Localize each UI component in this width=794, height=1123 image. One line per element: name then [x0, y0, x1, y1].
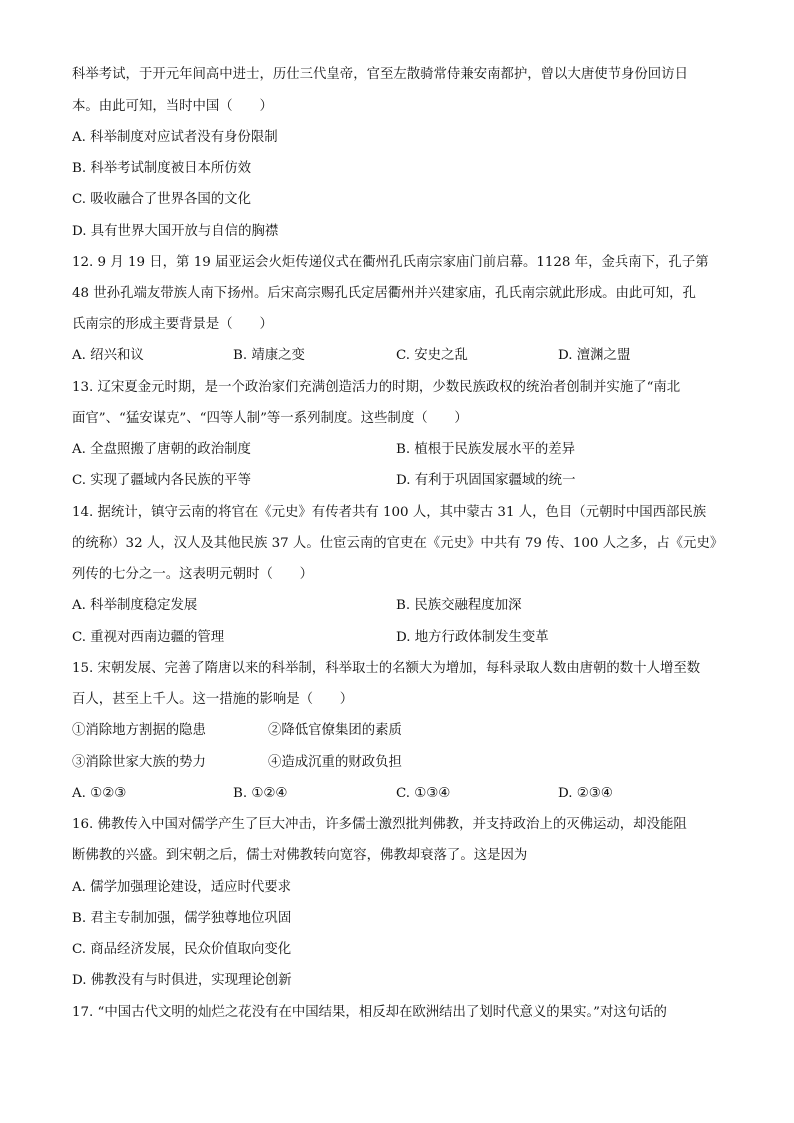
q14-line-1: 14. 据统计，镇守云南的将官在《元史》有传者共有 100 人，其中蒙古 31 人，色目（元朝时中国西部民族 [72, 505, 707, 520]
q13-option-b: B. 植根于民族发展水平的差异 [396, 442, 576, 457]
q12-line-1: 12. 9 月 19 日，第 19 届亚运会火炬传递仪式在衢州孔氏南宗家庙门前启幕。1128 年，金兵南下，孔子第 [72, 255, 709, 270]
q16-line-2: 断佛教的兴盛。到宋朝之后，儒士对佛教转向宽容，佛教却衰落了。这是因为 [72, 848, 528, 863]
q13-line-1: 13. 辽宋夏金元时期，是一个政治家们充满创造活力的时期，少数民族政权的统治者创制并实施了“南北 [72, 380, 681, 395]
q16-line-1: 16. 佛教传入中国对儒学产生了巨大冲击，许多儒士激烈批判佛教，并支持政治上的灭佛运动，却没能阻 [72, 817, 687, 832]
q13-option-c: C. 实现了疆域内各民族的平等 [72, 473, 251, 488]
q13-option-a: A. 全盘照搬了唐朝的政治制度 [72, 442, 251, 457]
q14-option-d: D. 地方行政体制发生变革 [396, 630, 549, 645]
q14-option-b: B. 民族交融程度加深 [396, 598, 522, 613]
q15-line-2: 百人，甚至上千人。这一措施的影响是（ ） [72, 692, 354, 707]
q16-option-c: C. 商品经济发展，民众价值取向变化 [72, 942, 292, 957]
q15-item-4: ④造成沉重的财政负担 [268, 755, 402, 770]
q14-option-a: A. 科举制度稳定发展 [72, 598, 198, 613]
q16-option-d: D. 佛教没有与时俱进，实现理论创新 [72, 973, 292, 988]
q15-option-d: D. ②③④ [558, 786, 613, 801]
q13-line-2: 面官”、“猛安谋克”、“四等人制”等一系列制度。这些制度（ ） [72, 411, 468, 426]
q17-line-1: 17. “中国古代文明的灿烂之花没有在中国结果，相反却在欧洲结出了划时代意义的果实。”对这句话的 [72, 1005, 667, 1020]
q15-item-2: ②降低官僚集团的素质 [268, 723, 402, 738]
q14-line-3: 列传的七分之一。这表明元朝时（ ） [72, 567, 314, 582]
intro-option-b: B. 科举考试制度被日本所仿效 [72, 161, 252, 176]
intro-line-1: 科举考试，于开元年间高中进士，历仕三代皇帝，官至左散骑常侍兼安南都护，曾以大唐使节身份回访日 [72, 67, 688, 82]
q14-line-2: 的统称）32 人，汉人及其他民族 37 人。仕宦云南的官吏在《元史》中共有 79 传、100 人之多，占《元史》 [72, 536, 724, 551]
q15-option-b: B. ①②④ [233, 786, 288, 801]
intro-option-a: A. 科举制度对应试者没有身份限制 [72, 130, 278, 145]
q14-option-c: C. 重视对西南边疆的管理 [72, 630, 225, 645]
q15-option-c: C. ①③④ [396, 786, 451, 801]
q16-option-b: B. 君主专制加强，儒学独尊地位巩固 [72, 911, 292, 926]
q12-option-c: C. 安史之乱 [396, 348, 468, 363]
intro-line-2: 本。由此可知，当时中国（ ） [72, 99, 273, 114]
q13-option-d: D. 有利于巩固国家疆域的统一 [396, 473, 576, 488]
q15-item-1: ①消除地方割据的隐患 [72, 723, 206, 738]
q12-line-3: 氏南宗的形成主要背景是（ ） [72, 317, 273, 332]
q12-option-b: B. 靖康之变 [233, 348, 305, 363]
q15-item-3: ③消除世家大族的势力 [72, 755, 206, 770]
q16-option-a: A. 儒学加强理论建设，适应时代要求 [72, 880, 292, 895]
intro-option-d: D. 具有世界大国开放与自信的胸襟 [72, 224, 279, 239]
intro-option-c: C. 吸收融合了世界各国的文化 [72, 192, 251, 207]
q15-option-a: A. ①②③ [72, 786, 127, 801]
q15-line-1: 15. 宋朝发展、完善了隋唐以来的科举制，科举取士的名额大为增加，每科录取人数由唐朝的数十人增至数 [72, 661, 701, 676]
q12-line-2: 48 世孙孔端友带族人南下扬州。后宋高宗赐孔氏定居衢州并兴建家庙，孔氏南宗就此形成。由此可知，孔 [72, 286, 696, 301]
q12-option-d: D. 澶渊之盟 [558, 348, 631, 363]
q12-option-a: A. 绍兴和议 [72, 348, 144, 363]
